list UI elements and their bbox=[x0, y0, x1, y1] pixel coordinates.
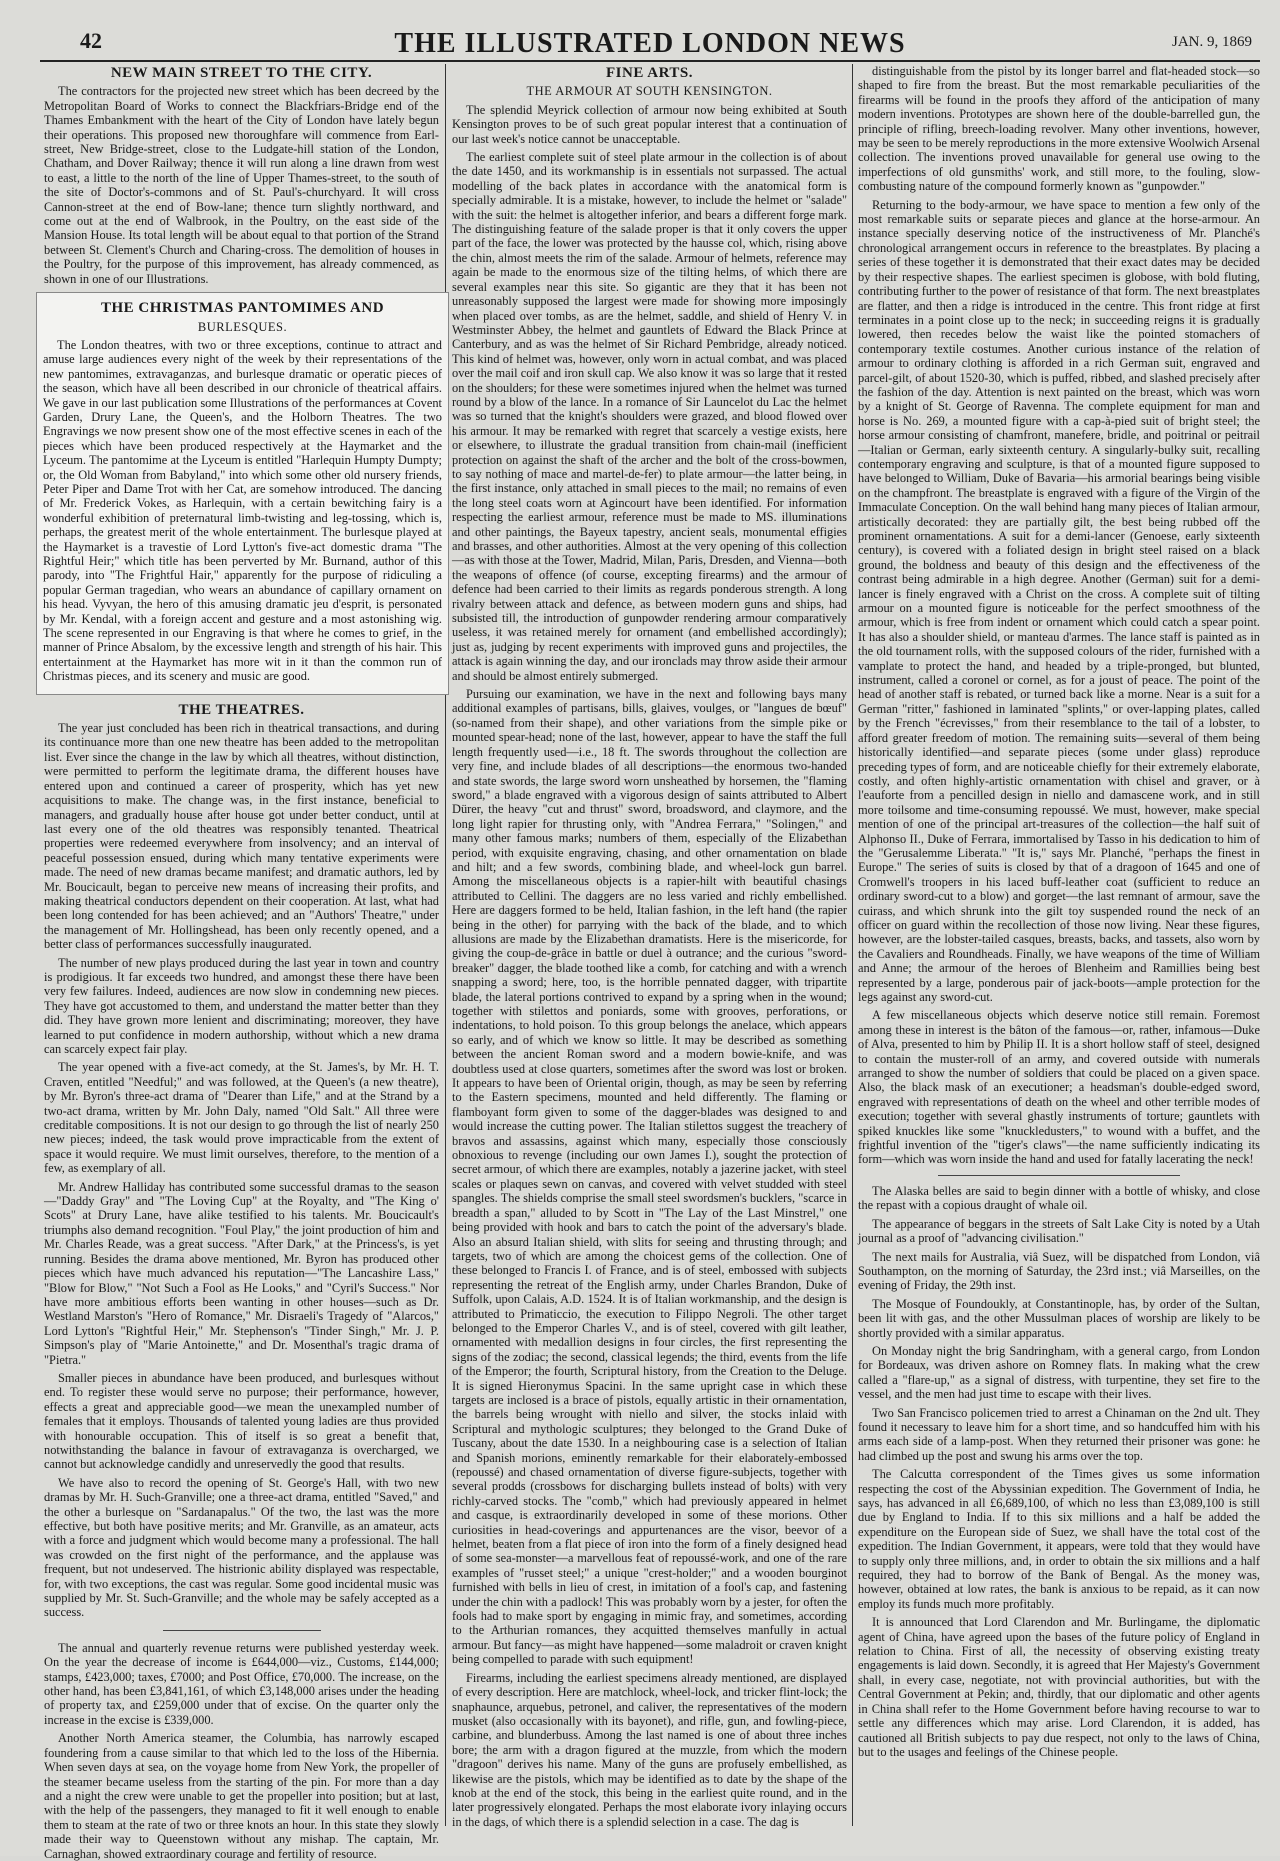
column-1 bbox=[43, 64, 442, 1861]
article-paragraph: The year just concluded has been rich in theatrical transactions, and during its continuance more than one new theatre has been added to the metropolitan list. Ever since the change in the law by which all theatres, without distinction, were permitted to perform the legitimate drama, the different houses have entered upon and continued a career of prosperity, which has yet new acquisitions to make. The change was, in the first instance, beneficial to managers, and gradually house after house got under better conduct, until at last every one of the old theatres was responsibly tenanted. Theatrical properties were redeemed everywhere from insolvency; and an interval of peaceful possession ensued, during which many tentative experiments were made. The need of new dramas became manifest; and dramatic authors, led by Mr. Boucicault, began to perceive new means of increasing their profits, and making theatrical conductors dependent on their cooperation. At last, what had been long contended for has been achieved; and an "Authors' Theatre," under the management of Mr. Hollingshead, has been only recently opened, and a better class of performances successfully inaugurated. bbox=[44, 721, 439, 952]
section-title-christmas-pantomimes: THE CHRISTMAS PANTOMIMES AND bbox=[100, 300, 385, 317]
column-3 bbox=[858, 64, 1260, 1826]
article-paragraph: The annual and quarterly revenue returns were published yesterday week. On the year the decrease of income is £644,000—viz., Customs, £144,000; stamps, £423,000; taxes, £7000; and Post Office, £70,000. The increase, on the other hand, has been £3,841,161, of which £3,148,000 arises under the heading of property tax, and £259,000 under that of excise. On the quarter only the increase in the excise is £339,000. bbox=[44, 1640, 439, 1727]
article-paragraph: A few miscellaneous objects which deserve notice still remain. Foremost among these in interest is the bâton of the famous—or, rather, infamous—Duke of Alva, presented to him by Philip II. It is a short hollow staff of steel, designed to contain the muster-roll of an army, and covered outside with numerals arranged to show the number of soldiers that could be placed on a given space. Also, the black mask of an executioner; a headsman's double-edged sword, engraved with representations of death on the wheel and other terrible modes of execution; together with several ghastly instruments of torture; gauntlets with spiked knuckles like some "knuckledusters," to wound with a buffet, and the frightful invention of the "tiger's claws"—the name sufficiently indicating its form—which was worn inside the hand and used for fatally lacerating the neck! bbox=[858, 1008, 1260, 1167]
news-item: The appearance of beggars in the streets of Salt Lake City is noted by a Utah journal as a proof of "advancing civilisation." bbox=[858, 1216, 1260, 1246]
news-item: The Alaska belles are said to begin dinner with a bottle of whisky, and close the repast with a copious draught of whale oil. bbox=[858, 1183, 1260, 1213]
news-item: Two San Francisco policemen tried to arrest a Chinaman on the 2nd ult. They found it necessary to leave him for a short time, and so handcuffed him with his arms each side of a lamp-post. When they returned their prisoner was gone: he had climbed up the post and swung his arms over the top. bbox=[858, 1405, 1260, 1463]
newspaper-title: THE ILLUSTRATED LONDON NEWS bbox=[394, 28, 906, 59]
section-subtitle-armour: THE ARMOUR AT SOUTH KENSINGTON. bbox=[526, 84, 773, 99]
news-item: On Monday night the brig Sandringham, with a general cargo, from London for Bordeaux, was driven ashore on Romney flats. In making what the crew called a "flare-up," as a signal of distress, with turpentine, they set fire to the vessel, and the men had just time to escape with their lives. bbox=[858, 1343, 1260, 1402]
section-title-new-main-street: NEW MAIN STREET TO THE CITY. bbox=[110, 65, 373, 81]
article-paragraph: The number of new plays produced during the last year in town and country is prodigious. It far exceeds two hundred, and amongst these there have been very few failures. Indeed, audiences are now slow in condemning new pieces. They have got accustomed to them, and understand the matter better than they did. They have grown more lenient and discriminating; moreover, they have learned to put confidence in modern authorship, without which a new drama can scarcely expect fair play. bbox=[44, 955, 439, 1056]
article-paragraph: Firearms, including the earliest specimens already mentioned, are displayed of every description. Here are matchlock, wheel-lock, and tricker flint-lock; the snaphaunce, arquebus, petronel, and caliver, the representatives of the modern musket (also occasionally with its bayonet), and rifle, gun, and fowling-piece, carbine, and blunderbuss. Among the last named is one of about three inches bore; the arm with a dragon figured at the muzzle, from which the modern "dragoon" derives his name. Many of the guns are profusely embellished, as likewise are the pistols, which may be identified as to date by the shape of the knob at the end of the stock, this being in the earliest quite round, and in the later progressively elongated. Perhaps the most elaborate ivory inlaying occurs in the dags, of which there is a splendid selection in a case. The dag is bbox=[452, 1670, 847, 1829]
column-2 bbox=[452, 64, 848, 1829]
christmas-pantomimes-box bbox=[36, 292, 449, 695]
article-paragraph: The earliest complete suit of steel plate armour in the collection is of about the date 1450, and its workmanship is in essentials not surpassed. The actual modelling of the back plates in accordance with the anatomical form is specially admirable. It is a mistake, however, to include the helmet or "salade" with the suit: the helmet is altogether inferior, and bears a different forge mark. The distinguishing feature of the salade proper is that it only covers the upper part of the face, the lower was protected by the hausse col, which, rising above the chin, almost meets the rim of the salade. Armour of helmets, reference may again be made to the enormous size of the tilting helms, of which there are several examples near this site. So gigantic are they that it has been not unreasonably supposed the largest were made for showing more imposingly when placed over tombs, as are the helmet, saddle, and shield of Henry V. in Westminster Abbey, the helmet and gauntlets of Edward the Black Prince at Canterbury, and as was the helmet of Sir Richard Pembridge, already noticed. This kind of helmet was, however, only worn in actual combat, and was placed over the mail coif and iron skull cap. We also know it was so large that it rested on the shoulders; for these were sometimes injured when the helmet was turned round by a blow of the lance. In a romance of Sir Launcelot du Lac the helmet was so turned that the knight's shoulders were grazed, and blood flowed over his armour. It may be remarked with regret that scarcely a vestige exists, here or elsewhere, to illustrate the gradual transition from chain-mail (inefficient protection on against the shaft of the archer and the bolt of the cross-bowmen, to say nothing of mace and martel-de-fer) to plate armour—the latter being, in the first instance, only attached in small pieces to the mail; no remains of even the long steel coats worn at Agincourt have been identified. For information respecting the earliest armour, reference must be made to MS. illuminations and other paintings, the Bayeux tapestry, ancient seals, monumental effigies and brasses, and other authorities. Almost at the very opening of this collection—as with those at the Tower, Madrid, Milan, Paris, Dresden, and Vienna—both the weapons of offence (of course, excepting firearms) and the armour of defence had been carried to their limits as regards ponderous strength. A long rivalry between attack and defence, as between modern guns and ships, had subsisted till, the introduction of gunpowder rendering armour comparatively useless, it was retained merely for ornament (and embellished accordingly); just as, judging by recent experiments with improved guns and projectiles, the attack is again winning the day, and our ironclads may throw aside their armour and should be almost entirely submerged. bbox=[452, 150, 847, 683]
article-paragraph: Pursuing our examination, we have in the next and following bays many additional examples of partisans, bills, glaives, voulges, or "langues de bœuf" (so-named from their shape), and other variations from the simple pike or mounted spear-head; none of the last, however, appear to have the staff the full length frequently used—i.e., 18 ft. The swords throughout the collection are very fine, and include blades of all descriptions—the enormous two-handed and state swords, the large sword worn unsheathed by horsemen, the "flaming sword," a blade engraved with a vigorous design of saints attributed to Albert Dürer, the heavy "cut and thrust" sword, broadsword, and claymore, and the long light rapier for thrusting only, with "Andrea Ferrara," "Solingen," and many other famous marks; numbers of them, especially of the Elizabethan period, with exquisite engraving, chasing, and other ornamentation on blade and hilt; and a few swords, combining blade, and wheel-lock gun barrel. Among the miscellaneous objects is a rapier-hilt with beautiful chasings attributed to Cellini. The daggers are no less varied and richly embellished. Here are daggers formed to be held, Italian fashion, in the left hand (the rapier being in the other) for parrying with the back of the blade, and to which allusions are made by the Elizabethan dramatists. Here is the misericorde, for giving the coup-de-grâce in battle or duel à outrance; and the curious "sword-breaker" dagger, the blade toothed like a comb, for catching and with a wrench snapping a sword; here, too, is the horrible pennated dagger, with tripartite blade, the lateral portions contrived to expand by a spring when in the wound; together with stilettos and poniards, some with grooves, perforations, or indentations, to hold poison. To this group belongs the anelace, which appears so early, and of which we know so little. It may be described as something between the ancient Roman sword and a modern bowie-knife, and was doubtless used at close quarters, sometimes after the sword was lost or broken. It appears to have been of Oriental origin, though, as may be seen by referring to the Eastern specimens, mounted and held differently. The flaming or flamboyant form given to some of the dagger-blades was designed to and would increase the cutting power. The Italian stilettos suggest the treachery of bravos and assassins, against which many, especially those consciously obnoxious to revenge (including our own James I.), sought the protection of secret armour, of which there are examples, notably a jazerine jacket, with steel scales or plaques sewn on canvas, and covered with velvet studded with steel spangles. The shields comprise the small steel swordsmen's bucklers, "scarce in breadth a span," alluded to by Scott in "The Lay of the Last Minstrel," one being provided with hook and bars to catch the point of the adversary's blade. Also an absurd Italian shield, with slits for seeing and thrusting through; and targets, two of which are among the choicest gems of the collection. One of these belonged to Francis I. of France, and is of steel, embossed with subjects representing the retreat of the English army, under Charles Brandon, Duke of Suffolk, upon Calais, A.D. 1524. It is of Italian workmanship, and the design is attributed to Primaticcio, the execution to Filippo Negroli. The other target belonged to the Emperor Charles V., and is of steel, covered with gilt leather, ornamented with medallion designs in four circles, the first representing the signs of the zodiac; the second, classical legends; the third, events from the life of the Emperor; the fourth, Scriptural history, from the Creation to the Deluge. It is signed Hieronymus Spacini. In the same upright case in which these targets are inclosed is a brace of pistols, equally artistic in their ornamentation, the barrels being wrought with niello and silver, the stocks inlaid with Scriptural and mythologic sculptures; they belonged to the Grand Duke of Tuscany, about the date 1530. In a neighbouring case is a selection of Italian and Spanish morions, eminently remarkable for their elaborately-embossed (repoussé) and chased ornamentation of diverse figure-subjects, together with several prodds (crossbows for discharging bullets instead of bolts) with very richly-carved stocks. The "comb," which had previously appeared in helmet and casque, is extraordinarily developed in some of these morions. Other curiosities in head-coverings and appurtenances are the visor, beevor of a helmet, beaten from a flat piece of iron into the form of a finely designed head of some sea-monster—a marvellous feat of repoussé-work, and one of the rare examples of "russet steel;" a unique "crest-holder;" and a wooden bourginot furnished with bells in lieu of crest, in imitation of a fool's cap, and fastening under the chin with a padlock! This was probably worn by a jester, for often the fools had to make sport by engaging in mimic fray, and sometimes, according to the Arthurian romances, they acquitted themselves manfully in actual armour. But fancy—as might have happened—some maladroit or craven knight being compelled to parade with such equipment! bbox=[452, 687, 848, 1667]
article-paragraph: Mr. Andrew Halliday has contributed some successful dramas to the season—"Daddy Gray" and "The Loving Cup" at the Royalty, and "The King o' Scots" at Drury Lane, have alike testified to his talents. Mr. Boucicault's triumphs also demand recognition. "Foul Play," the joint production of him and Mr. Charles Reade, was a great success. "After Dark," at the Princess's, is yet running. Besides the drama above mentioned, Mr. Byron has produced other pieces which have much advanced his reputation—"The Lancashire Lass," "Blow for Blow," "Not Such a Fool as He Looks," and "Cyril's Success." Nor have more ambitious efforts been wanting in other houses—such as Dr. Westland Marston's "Hero of Romance," Mr. Disraeli's Tragedy of "Alarcos," Lord Lytton's "Rightful Heir," Mr. Stephenson's "Tinder Singh," Mr. J. P. Simpson's play of "Marie Antoinette," and Dr. Mosenthal's tragic drama of "Pietra." bbox=[44, 1179, 439, 1367]
article-paragraph: The year opened with a five-act comedy, at the St. James's, by Mr. H. T. Craven, entitled "Needful;" and was followed, at the Queen's (a new theatre), by Mr. Byron's three-act drama of "Dearer than Life," and at the Strand by a two-act drama, written by Mr. John Daly, named "Old Salt." All three were creditable compositions. It is not our design to go through the list of nearly 250 new pieces; indeed, the task would prove impracticable from the extent of space it would require. We must limit ourselves, therefore, to the mention of a few, as exemplary of all. bbox=[44, 1060, 439, 1176]
article-paragraph: The contractors for the projected new street which has been decreed by the Metropolitan Board of Works to connect the Blackfriars-Bridge end of the Thames Embankment with the heart of the City of London have lately begun their operations. This proposed new thoroughfare will commence from Earl-street, New Bridge-street, close to the Ludgate-hill station of the London, Chatham, and Dover Railway; thence it will run along a line drawn from west to east, a little to the north of the line of Upper Thames-street, to the south of the site of Doctor's-commons and of St. Paul's-churchyard. It will cross Cannon-street at the end of Bow-lane; thence turn slightly northward, and come out at the end of Walbrook, in the Poultry, on the east side of the Mansion House. Its total length will be about equal to that portion of the Strand between St. Clement's Church and Charing-cross. The demolition of houses in the Poultry, for the purpose of this improvement, has already commenced, as shown in one of our Illustrations. bbox=[44, 84, 439, 286]
article-paragraph: Returning to the body-armour, we have space to mention a few only of the most remarkable suits or separate pieces and glance at the horse-armour. An instance specially deserving notice of the instructiveness of Mr. Planché's chronological arrangement occurs in reference to the breastplates. By placing a series of these together it is demonstrated that their exact dates may be decided by their respective shapes. The earliest specimen is globose, with bold fluting, contributing further to the power of resistance of that form. The next breastplates are flatter, and then a ridge is introduced in the centre. This front ridge at first terminates in a point close up to the neck; in succeeding reigns it is gradually lowered, then recedes below the waist like the pointed stomachers of contemporary textile costumes. Another curious instance of the relation of armour to ordinary clothing is afforded in a rich German suit, engraved and parcel-gilt, of about 1520-30, which is puffed, ribbed, and slashed precisely after the fashion of the day. Attention is next painted on the breast, which was worn by a knight of St. George of Ravenna. The complete equipment for man and horse is No. 269, a mounted figure with a cap-à-pied suit of bright steel; the horse armour consisting of chamfront, manefere, bridle, and poitrinal or peitrail—Italian or German, early sixteenth century. A singularly-bulky suit, recalling contemporary engraving and sculpture, is that of a mounted figure supposed to have belonged to William, Duke of Bavaria—his armorial bearings being visible on the champfront. The breastplate is engraved with a figure of the Virgin of the Immaculate Conception. On the wall behind hang many pieces of Italian armour, artistically decorated: they are partially gilt, the best being rubbed off the prominent ornamentations. A suit for a demi-lancer (Genoese, early sixteenth century), is covered with a foliated design in bright steel raised on a black ground, the boldness and beauty of this design and the effectiveness of the contrast being admirable in a high degree. Another (German) suit for a demi-lancer is finely engraved with a Christ on the cross. A complete suit of tilting armour on a mounted figure is noticeable for the perfect smoothness of the armour, which is free from indent or ornament which could catch a spear point. It has also a shoulder shield, or manteau d'armes. The lance staff is painted as in the old tournament rolls, with the supposed colours of the rider, furnished with a vamplate to protect the hand, and headed by a triple-pronged, but blunted, instrument, called a coronel or cornel, as for a joust of peace. The point of the head of another staff is rebated, or turned back like a morne. Near is a suit for a German "ritter," fashioned in laminated "splints," or over-lapping plates, called by the French "écrevisses," from their resemblance to the tail of a lobster, to afford greater freedom of motion. The remaining suits—several of them being historically identified—and separate pieces (some under glass) reproduce preceding types of form, and are noticeable chiefly for their extremely elaborate, costly, and often highly-artistic ornamentation with chisel and graver, or à l'eauforte from a pencilled design in niello and damascene work, and in still more toilsome and time-consuming repoussé. We must, however, make special mention of one of the principal art-treasures of the collection—the half suit of Alphonso II., Duke of Ferrara, immortalised by Tasso in his dedication to him of the "Gerusalemme Liberata." "It is," says Mr. Planché, "perhaps the finest in Europe." The series of suits is closed by that of a dragoon of 1645 and one of Cromwell's troopers in his laced buff-leather coat (sufficient to reduce an ordinary sword-cut to a blow) and gorget—the last remnant of armour, save the cuirass, and which shrunk into the gilt toy suspended round the neck of an officer on guard within the recollection of those now living. Near these figures, however, are the lobster-tailed casques, breasts, backs, and tassets, also worn by the Cavaliers and Roundheads. Finally, we have weapons of the time of William and Anne; the armour of the heroes of Blenheim and Ramillies being best represented by a large, ponderous pair of jack-boots—ample protection for the legs against any sword-cut. bbox=[858, 197, 1260, 1004]
section-title-fine-arts: FINE ARTS. bbox=[606, 65, 693, 81]
section-title-theatres: THE THEATRES. bbox=[178, 701, 305, 718]
article-paragraph: Smaller pieces in abundance have been produced, and burlesques without end. To register these would serve no purpose; their performance, however, effects a great and appreciable good—we mean the unexampled number of females that it employs. Thousands of talented young ladies are thus provided with honourable occupation. This of itself is so great a benefit that, notwithstanding the balance in favour of extravaganza is overcharged, we cannot but acknowledge candidly and unreservedly the good that results. bbox=[44, 1370, 439, 1472]
news-item: It is announced that Lord Clarendon and Mr. Burlingame, the diplomatic agent of China, have agreed upon the bases of the future policy of England in relation to China. First of all, the necessity of observing existing treaty engagements is laid down. Secondly, it is agreed that Her Majesty's Government shall, in every case, negotiate, not with provincial authorities, but with the Central Government at Pekin; and, thirdly, that our diplomatic and other agents in China shall refer to the Home Government before having recourse to war to settle any differences which may arise. Lord Clarendon, it is added, has cautioned all British subjects to pay due respect, not only to the laws of China, but to the usages and feelings of the Chinese people. bbox=[858, 1615, 1260, 1759]
issue-date: JAN. 9, 1869 bbox=[1171, 34, 1252, 50]
article-paragraph: The splendid Meyrick collection of armour now being exhibited at South Kensington proves to be of such great popular interest that a continuation of our last week's notice cannot be unacceptable. bbox=[452, 102, 847, 146]
page-number: 42 bbox=[80, 28, 102, 53]
section-divider bbox=[163, 1630, 321, 1631]
article-paragraph: The London theatres, with two or three exceptions, continue to attract and amuse large audiences every night of the week by their representations of the new pantomimes, extravaganzas, and burlesque dramatic or operatic pieces of the season, which have all been described in our chronicle of theatrical affairs. We gave in our last publication some Illustrations of the performances at Covent Garden, Drury Lane, the Queen's, and the Holborn Theatres. The two Engravings we now present show one of the most effective scenes in each of the pieces which have been produced respectively at the Haymarket and the Lyceum. The pantomime at the Lyceum is entitled "Harlequin Humpty Dumpty; or, the Old Woman from Babyland," into which some other old nursery friends, Peter Piper and Dame Trot with her Cat, are somehow introduced. The dancing of Mr. Frederick Vokes, as Harlequin, with a certain bewitching fairy is a wonderful exhibition of preternatural limb-twisting and leg-tossing, which is, perhaps, the greatest merit of the whole entertainment. The burlesque played at the Haymarket is a travestie of Lord Lytton's five-act domestic drama "The Rightful Heir;" which title has been perverted by Mr. Burnand, author of this parody, into "The Frightful Hair," apparently for the purpose of ridiculing a popular German tragedian, who wears an abundance of capillary ornament on his head. Vyvyan, the hero of this amusing dramatic jeu d'esprit, is personated by Mr. Kendal, with a foreign accent and gesture and a most astonishing wig. The scene represented in our Engraving is that where he comes to grief, in the manner of Prince Absalom, by the excessive length and strength of his hair. This entertainment at the Haymarket has more wit in it than the common run of Christmas pieces, and its scenery and music are good. bbox=[43, 337, 442, 684]
article-paragraph: distinguishable from the pistol by its longer barrel and flat-headed stock—so shaped to fire from the breast. But the most remarkable peculiarities of the firearms will be found in the proofs they afford of the anticipation of many modern inventions. Prototypes are shown here of the double-barrelled gun, the principle of rifling, breech-loading revolver. Many other inventions, however, may be seen to be merely reproductions in the more extensive Woolwich Arsenal collection. The inventions proved unavailable for general use owing to the imperfections of old gunsmiths' work, and still more, to the fouling, slow-combusting nature of the compound formerly known as "gunpowder." bbox=[858, 64, 1260, 194]
article-paragraph: Another North America steamer, the Columbia, has narrowly escaped foundering from a cause similar to that which led to the loss of the Hibernia. When seven days at sea, on the voyage home from New York, the propeller of the steamer became useless from the starting of the pin. For more than a day and a night the crew were unable to get the propeller into position; but at last, with the help of the passengers, they managed to fit it well enough to enable them to steam at the rate of two or three knots an hour. In this state they slowly made their way to Queenstown without any mishap. The captain, Mr. Carnaghan, showed extraordinary courage and fertility of resource. bbox=[44, 1731, 439, 1861]
header-rule bbox=[40, 60, 1260, 62]
masthead bbox=[40, 28, 1260, 58]
column-rule-2 bbox=[852, 64, 853, 1826]
news-item: The Calcutta correspondent of the Times gives us some information respecting the cost of the Abyssinian expedition. The Government of India, he says, has advanced in all £6,689,100, of which no less than £3,089,100 is still due by England to India. If to this six millions and a half be added the expenditure on the European side of Suez, we shall have the total cost of the expedition. The Indian Government, it appears, were told that they would have to supply only three millions, and, in order to obtain the six millions and a half required, they had to borrow of the Bank of Bengal. As the money was, however, obtained at low rates, the bank is anxious to be repaid, as it can now employ its funds much more profitably. bbox=[858, 1467, 1260, 1611]
section-subtitle-burlesques: BURLESQUES. bbox=[197, 319, 288, 334]
article-paragraph: We have also to record the opening of St. George's Hall, with two new dramas by Mr. H. Such-Granville; one a three-act drama, entitled "Saved," and the other a burlesque on "Sardanapalus." Of the two, the last was the more effective, but both have positive merits; and Mr. Granville, as an amateur, acts with a force and judgment which would become many a professional. The hall was crowded on the first night of the performance, and the applause was frequent, but not undeserved. The histrionic ability displayed was respectable, for, with two exceptions, the cast was regular. Some good incidental music was supplied by Mr. St. Such-Granville; and the whole may be safely accepted as a success. bbox=[44, 1475, 439, 1620]
news-item: The Mosque of Foundoukly, at Constantinople, has, by order of the Sultan, been lit with gas, and the other Mussulman places of worship are likely to be shortly provided with a similar apparatus. bbox=[858, 1296, 1260, 1340]
section-divider bbox=[938, 1175, 1179, 1176]
news-item: The next mails for Australia, viâ Suez, will be dispatched from London, viâ Southampton, on the morning of Saturday, the 23rd inst.; viâ Marseilles, on the evening of Friday, the 29th inst. bbox=[858, 1249, 1260, 1293]
